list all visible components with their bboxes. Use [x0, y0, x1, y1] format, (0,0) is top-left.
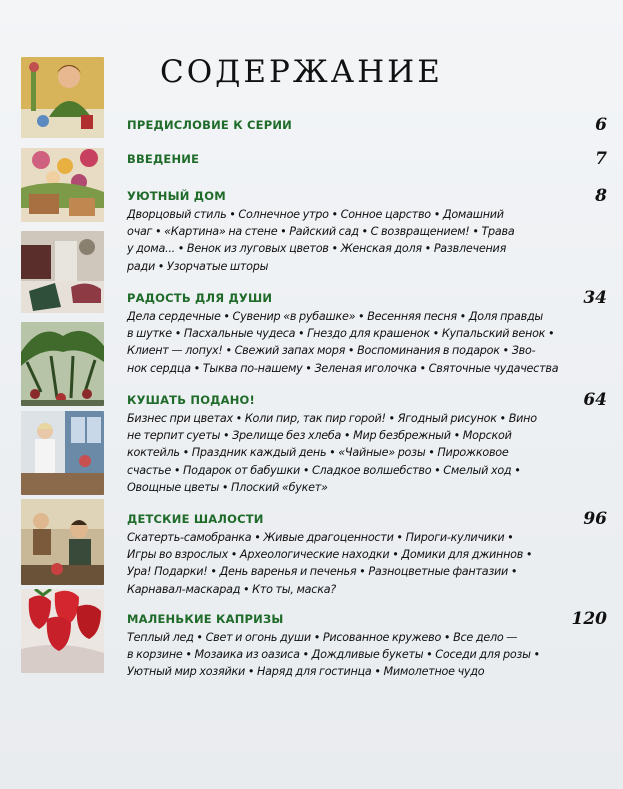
section-header — [127, 186, 607, 206]
section-item-list — [127, 308, 559, 377]
child-painting-photo — [21, 57, 104, 138]
section-page-number: 6 — [595, 115, 607, 135]
item-line: Игры во взрослых • Археологические находки • Домики для джиннов • — [127, 548, 533, 562]
section-introduction — [127, 149, 607, 169]
section-preface — [127, 115, 607, 135]
section-soul-joy — [127, 288, 607, 377]
item-line: Уютный мир хозяйки • Наряд для гостинца • Мимолетное чудо — [127, 665, 485, 679]
wreath-photo — [21, 322, 104, 406]
section-page-number: 7 — [595, 149, 607, 169]
item-line: в корзине • Мозаика из оазиса • Дождливые букеты • Соседи для розы • — [127, 648, 540, 662]
flower-basket-photo — [21, 148, 104, 222]
section-page-number: 34 — [583, 288, 607, 308]
section-title: КУШАТЬ ПОДАНО! — [127, 393, 255, 407]
section-cozy-home — [127, 186, 607, 275]
item-line: очаг • «Картина» на стене • Райский сад • С возвращением! • Трава — [127, 225, 515, 239]
item-line: Теплый лед • Свет и огонь души • Рисованное кружево • Все дело — — [127, 631, 518, 644]
section-title: ДЕТСКИЕ ШАЛОСТИ — [127, 512, 264, 526]
item-line: Клиент — лопух! • Свежий запах моря • Воспоминания в подарок • Зво- — [127, 344, 536, 358]
section-little-whims — [127, 609, 607, 681]
section-item-list — [127, 410, 552, 496]
item-line: в шутке • Пасхальные чудеса • Гнездо для крашенок • Купальский венок • — [127, 327, 555, 341]
item-line: ради • Узорчатые шторы — [127, 259, 269, 273]
cozy-room-photo — [21, 231, 104, 313]
section-header — [127, 609, 607, 629]
item-line: Скатерть-самобранка • Живые драгоценности • Пироги-куличики • — [127, 531, 514, 544]
section-title: ВВЕДЕНИЕ — [127, 152, 200, 166]
woman-kitchen-photo — [21, 411, 104, 495]
section-childrens-pranks — [127, 509, 607, 598]
section-item-list — [127, 206, 552, 275]
section-page-number: 64 — [583, 390, 607, 410]
section-title: ПРЕДИСЛОВИЕ К СЕРИИ — [127, 118, 292, 132]
item-line: не терпит суеты • Зрелище без хлеба • Мир безбрежный • Морской — [127, 429, 512, 443]
page-title: СОДЕРЖАНИЕ — [160, 54, 443, 90]
item-line: Карнавал-маскарад • Кто ты, маска? — [127, 582, 336, 596]
section-header — [127, 390, 607, 410]
item-line: Бизнес при цветах • Коли пир, так пир горой! • Ягодный рисунок • Вино — [127, 412, 537, 425]
section-item-list — [127, 529, 552, 598]
section-header — [127, 149, 607, 169]
item-line: у дома... • Венок из луговых цветов • Женская доля • Развлечения — [127, 242, 507, 256]
section-header — [127, 115, 607, 135]
section-page-number: 120 — [571, 609, 607, 629]
section-page-number: 8 — [595, 186, 607, 206]
item-line: нок сердца • Тыква по-нашему • Зеленая иголочка • Святочные чудачества — [127, 361, 559, 375]
section-header — [127, 509, 607, 529]
strawberries-photo — [21, 589, 104, 673]
section-dinner-served — [127, 390, 607, 496]
section-header — [127, 288, 607, 308]
children-playing-photo — [21, 499, 104, 585]
item-line: коктейль • Праздник каждый день • «Чайные» розы • Пирожковое — [127, 446, 509, 460]
section-item-list — [127, 629, 552, 681]
section-title: УЮТНЫЙ ДОМ — [127, 189, 226, 203]
section-page-number: 96 — [583, 509, 607, 529]
item-line: Ура! Подарки! • День варенья и печенья • Разноцветные фантазии • — [127, 565, 518, 579]
item-line: Овощные цветы • Плоский «букет» — [127, 480, 328, 494]
item-line: счастье • Подарок от бабушки • Сладкое волшебство • Смелый ход • — [127, 463, 521, 477]
item-line: Дела сердечные • Сувенир «в рубашке» • Весенняя песня • Доля правды — [127, 310, 544, 323]
section-title: МАЛЕНЬКИЕ КАПРИЗЫ — [127, 612, 284, 626]
section-title: РАДОСТЬ ДЛЯ ДУШИ — [127, 291, 273, 305]
item-line: Дворцовый стиль • Солнечное утро • Сонное царство • Домашний — [127, 208, 504, 221]
